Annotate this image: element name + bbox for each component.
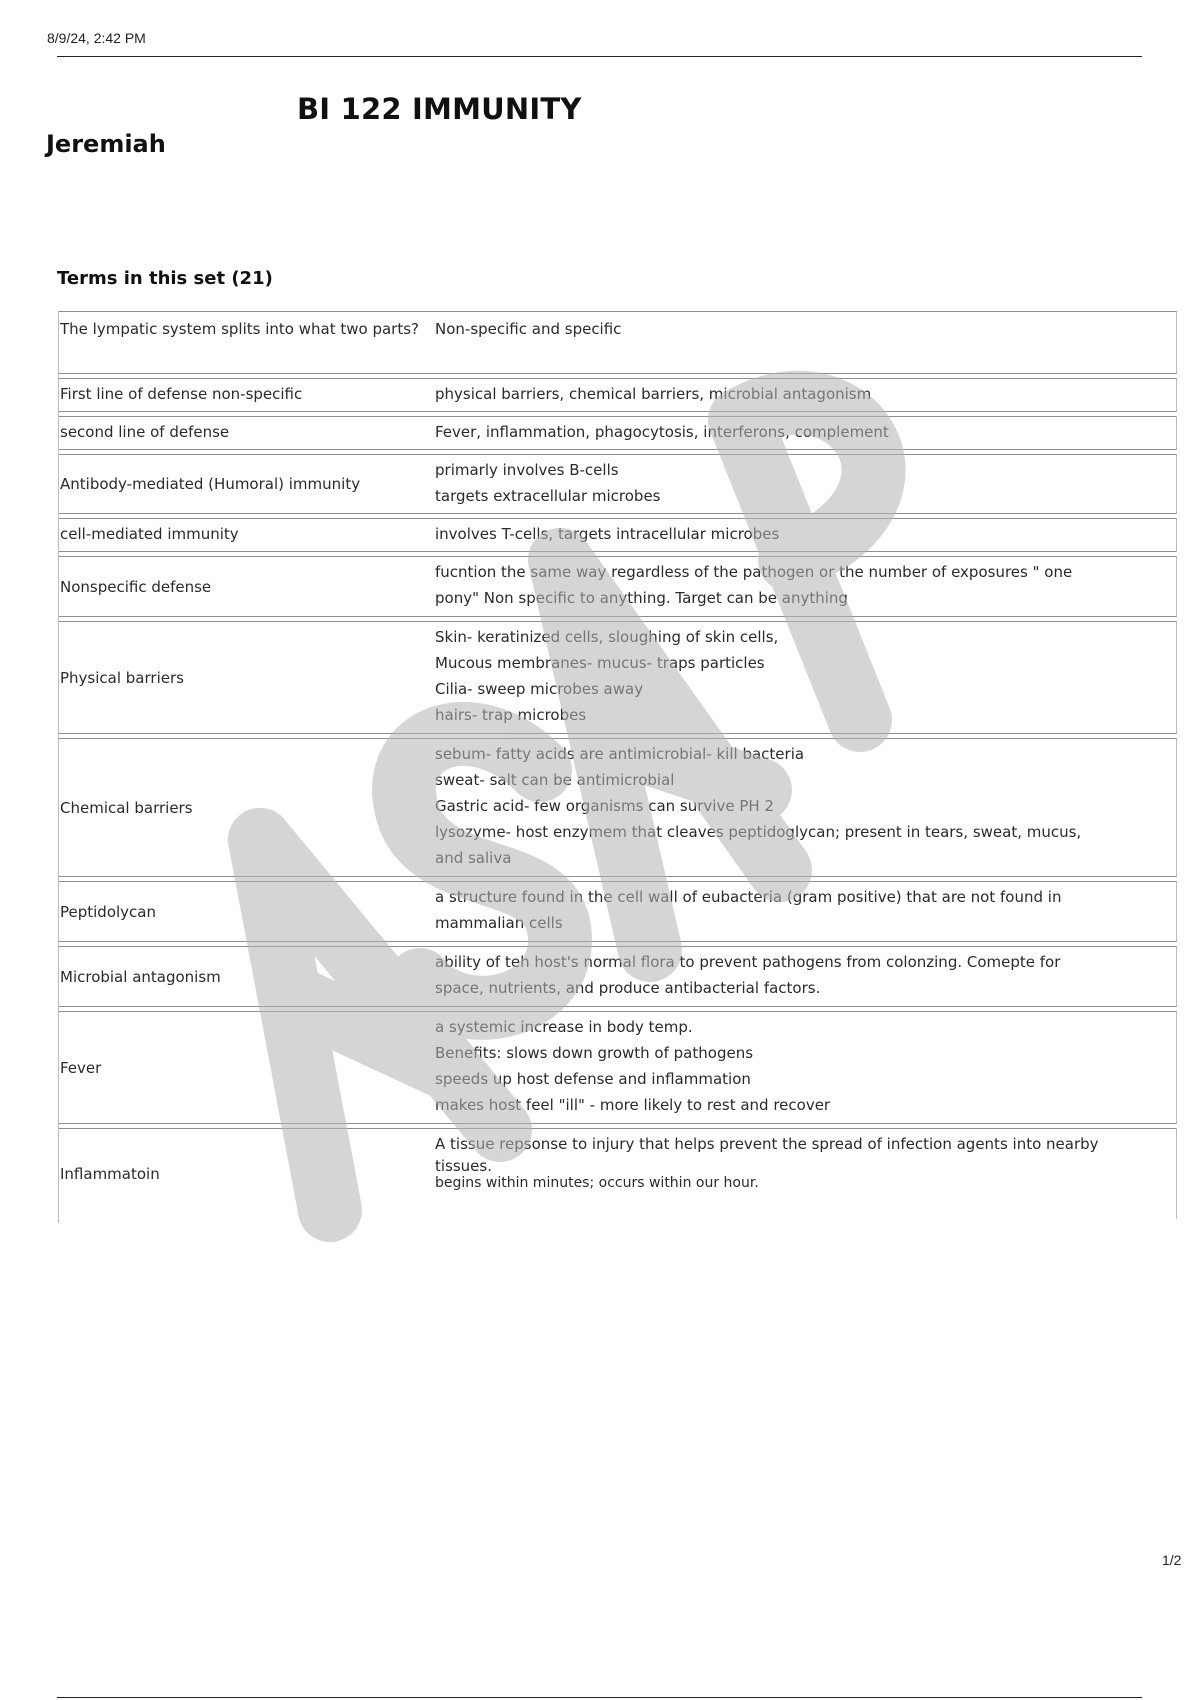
page-number: 1/2	[1162, 1552, 1182, 1568]
definition-line: lysozyme- host enzymem that cleaves peptidoglycan; present in tears, sweat, mucus,	[435, 823, 1082, 841]
definition-line: a systemic increase in body temp.	[435, 1018, 693, 1036]
definition-line: Fever, inflammation, phagocytosis, interferons, complement	[435, 423, 889, 441]
page-header-date: 8/9/24, 2:42 PM	[47, 30, 146, 46]
term-row	[59, 454, 1177, 514]
definition-line: makes host feel "ill" - more likely to rest and recover	[435, 1096, 831, 1114]
definition-line: Mucous membranes- mucus- traps particles	[435, 654, 765, 672]
term-row	[59, 1128, 1177, 1219]
term-row	[59, 378, 1177, 412]
definition-line: Benefits: slows down growth of pathogens	[435, 1044, 754, 1062]
definition-line: a structure found in the cell wall of eubacteria (gram positive) that are not found in	[435, 888, 1062, 906]
definition-line: A tissue repsonse to injury that helps prevent the spread of infection agents into nearby	[435, 1135, 1099, 1153]
definition-cell	[435, 1012, 1176, 1123]
document-title: BI 122 IMMUNITY	[297, 92, 582, 126]
term-cell: Antibody-mediated (Humoral) immunity	[60, 475, 361, 493]
definition-line: Skin- keratinized cells, sloughing of skin cells,	[435, 628, 779, 646]
term-cell: Microbial antagonism	[60, 967, 221, 986]
term-row	[59, 416, 1177, 450]
definition-line: physical barriers, chemical barriers, microbial antagonism	[435, 385, 872, 403]
author-name: Jeremiah	[46, 130, 166, 158]
header-divider	[57, 56, 1142, 57]
term-cell: Physical barriers	[60, 668, 184, 687]
term-cell: Inflammatoin	[60, 1165, 160, 1183]
definition-line: and saliva	[435, 849, 512, 867]
term-cell: second line of defense	[60, 423, 230, 441]
definition-line: targets extracellular microbes	[435, 487, 661, 505]
definition-line: begins within minutes; occurs within our hour.	[435, 1175, 759, 1191]
definition-line: sweat- salt can be antimicrobial	[435, 771, 675, 789]
term-cell: Chemical barriers	[60, 798, 193, 817]
term-cell: Peptidolycan	[60, 902, 156, 921]
term-cell: cell-mediated immunity	[60, 525, 239, 543]
term-row	[59, 311, 1177, 374]
definition-cell	[435, 379, 1176, 411]
definition-line: tissues.	[435, 1157, 492, 1175]
definition-line: primarly involves B-cells	[435, 461, 619, 479]
term-cell: First line of defense non-specific	[60, 385, 303, 403]
term-row	[59, 1011, 1177, 1124]
definition-line: ability of teh host's normal flora to prevent pathogens from colonzing. Comepte for	[435, 953, 1061, 971]
definition-line: mammalian cells	[435, 914, 563, 932]
definition-line: speeds up host defense and inflammation	[435, 1070, 751, 1088]
definition-line: hairs- trap microbes	[435, 706, 587, 724]
definition-cell	[435, 739, 1176, 876]
term-row	[59, 946, 1177, 1007]
term-cell: Fever	[60, 1058, 102, 1077]
term-row	[59, 738, 1177, 877]
term-cell: Nonspecific defense	[60, 577, 212, 596]
definition-cell	[435, 622, 1176, 733]
footer-divider	[57, 1697, 1142, 1698]
definition-line: pony" Non specific to anything. Target can be anything	[435, 589, 848, 607]
definition-cell	[435, 455, 1176, 513]
definition-line: fucntion the same way regardless of the pathogen or the number of exposures " one	[435, 563, 1073, 581]
definition-line: involves T-cells, targets intracellular microbes	[435, 525, 780, 543]
definition-cell	[435, 882, 1176, 941]
definition-line: space, nutrients, and produce antibacterial factors.	[435, 979, 821, 997]
term-row	[59, 518, 1177, 552]
definition-cell	[435, 947, 1176, 1006]
definition-cell	[435, 1129, 1176, 1219]
terms-table	[58, 311, 1177, 1223]
definition-cell	[435, 557, 1176, 616]
definition-cell	[435, 417, 1176, 449]
definition-line: sebum- fatty acids are antimicrobial- kill bacteria	[435, 745, 805, 763]
term-cell: The lympatic system splits into what two parts?	[60, 320, 419, 338]
terms-heading: Terms in this set (21)	[57, 268, 273, 289]
definition-line: Cilia- sweep microbes away	[435, 680, 644, 698]
definition-line: Non-specific and specific	[435, 320, 622, 338]
term-row	[59, 881, 1177, 942]
definition-cell	[435, 519, 1176, 551]
definition-line: Gastric acid- few organisms can survive PH 2	[435, 797, 774, 815]
definition-cell	[435, 312, 1176, 373]
term-row	[59, 621, 1177, 734]
term-row	[59, 556, 1177, 617]
